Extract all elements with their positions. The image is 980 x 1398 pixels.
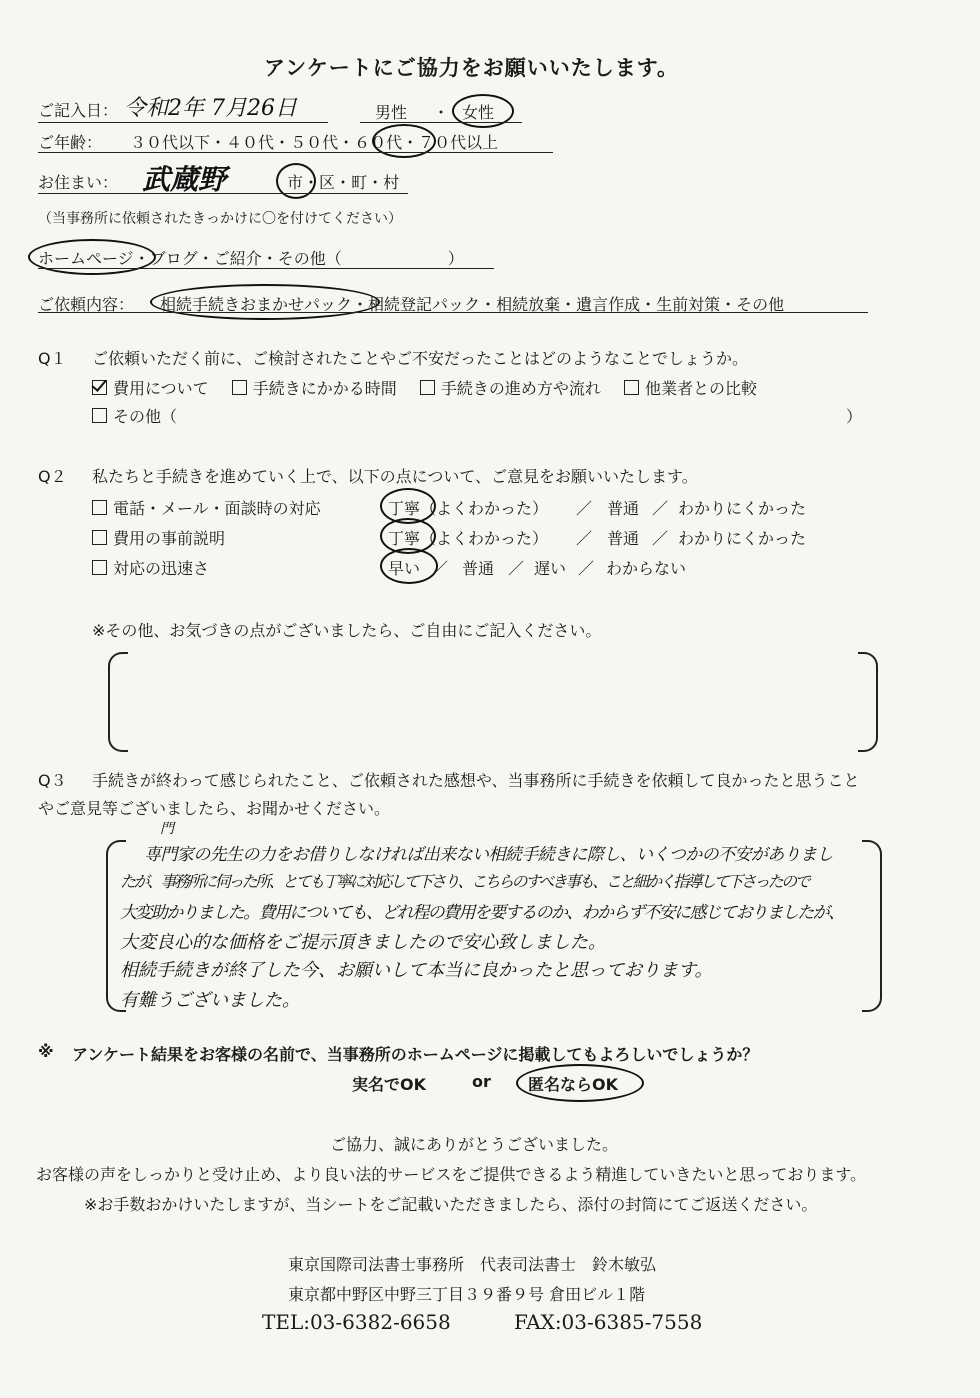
- q1-checkbox-cost[interactable]: [92, 380, 107, 395]
- trigger-opt-homepage[interactable]: ホームページ: [38, 249, 134, 268]
- request-opt-seizen[interactable]: 生前対策: [656, 295, 721, 314]
- publish-question: アンケート結果をお客様の名前で、当事務所のホームページに掲載してもよろしいでしょうか？: [72, 1045, 759, 1064]
- date-label: ご記入日：: [38, 101, 119, 120]
- q3-answer-ruby: 門: [160, 821, 174, 837]
- office-name: 東京国際司法書士事務所 代表司法書士 鈴木敏弘: [288, 1255, 657, 1274]
- trigger-options: ホームページ・ブログ・ご紹介・その他（ ）: [38, 249, 464, 268]
- q2-comment-bracket-right: [858, 652, 878, 752]
- date-underline: [38, 122, 328, 123]
- gender-female[interactable]: 女性: [462, 103, 495, 122]
- q2-row-2-label: 費用の事前説明: [92, 526, 225, 549]
- address-value[interactable]: 武蔵野: [142, 163, 227, 196]
- office-tel: TEL:03-6382-6658: [262, 1310, 451, 1334]
- publish-opt-real[interactable]: 実名でOK: [352, 1075, 427, 1094]
- address-type-shi[interactable]: 市: [287, 173, 304, 192]
- q3-answer-line-1: 専門家の先生の力をお借りしなければ出来ない相続手続きに際し、いくつかの不安がありまし: [144, 845, 833, 865]
- q2-row-3-checkbox[interactable]: [92, 560, 107, 575]
- q2-comment-bracket-left: [108, 652, 128, 752]
- q2-other-prompt: ※その他、お気づきの点がございましたら、ご自由にご記入ください。: [92, 621, 602, 640]
- q2-row-1-opt-3[interactable]: わかりにくかった: [678, 499, 807, 518]
- q1-question: ご依頼いただく前に、ご検討されたことやご不安だったことはどのようなことでしょうか。: [92, 349, 749, 368]
- closing-line-3: ※お手数おかけいたしますが、当シートをご記載いただきましたら、添付の封筒にてご返送ください。: [84, 1195, 818, 1214]
- age-opt-60[interactable]: ６０代: [354, 133, 403, 152]
- gender-sep: ・: [433, 103, 450, 122]
- page-title: アンケートにご協力をお願いいたします。: [264, 56, 680, 80]
- q2-row-1-checkbox[interactable]: [92, 500, 107, 515]
- q2-question: 私たちと手続きを進めていく上で、以下の点について、ご意見をお願いいたします。: [92, 467, 698, 486]
- trigger-opt-blog[interactable]: ブログ: [149, 249, 198, 268]
- q2-row-3-slash-3: ／: [578, 559, 595, 578]
- gender-underline: [360, 122, 522, 123]
- q2-row-3-circle: [380, 548, 438, 584]
- q2-row-1-opt-1[interactable]: 丁寧（よくわかった）: [388, 499, 549, 518]
- q2-row-2-opt-2[interactable]: 普通: [607, 529, 640, 548]
- q2-number: Q２: [38, 467, 67, 486]
- q3-answer-line-6: 有難うございました。: [120, 990, 300, 1011]
- trigger-note: （当事務所に依頼されたきっかけに〇を付けてください）: [38, 211, 402, 227]
- publish-selected-circle: [516, 1064, 644, 1102]
- request-options: 相続手続きおまかせパック・相続登記パック・相続放棄・遺言作成・生前対策・その他: [160, 295, 785, 314]
- trigger-selected-circle: [28, 239, 156, 275]
- q1-checkbox-flow[interactable]: [420, 380, 435, 395]
- q1-checkbox-time[interactable]: [232, 380, 247, 395]
- q2-row-3-opt-2[interactable]: 普通: [462, 559, 495, 578]
- trigger-opt-other[interactable]: その他（: [277, 249, 342, 268]
- request-label: ご依頼内容：: [38, 295, 135, 314]
- request-opt-other[interactable]: その他: [736, 295, 785, 314]
- q2-row-2-checkbox[interactable]: [92, 530, 107, 545]
- age-opt-30[interactable]: ３０代以下: [130, 133, 211, 152]
- q1-other: [92, 404, 177, 427]
- age-options: ３０代以下・４０代・５０代・６０代・７０代以上: [130, 133, 499, 152]
- q2-row-1-slash-2: ／: [652, 499, 669, 518]
- q1-opt-flow: 手続きの進め方や流れ: [440, 379, 601, 398]
- q2-row-1-opt-2[interactable]: 普通: [607, 499, 640, 518]
- q2-row-2-opt-3[interactable]: わかりにくかった: [678, 529, 807, 548]
- office-fax: FAX:03-6385-7558: [514, 1310, 703, 1334]
- address-type-ku[interactable]: 区: [319, 173, 336, 192]
- q1-number: Q１: [38, 349, 67, 368]
- request-opt-omakase[interactable]: 相続手続きおまかせパック: [160, 295, 353, 314]
- q2-row-3-slash-2: ／: [508, 559, 525, 578]
- closing-line-2: お客様の声をしっかりと受け止め、より良い法的サービスをご提供できるよう精進していきたいと思っております。: [36, 1165, 867, 1184]
- gender-male[interactable]: 男性: [375, 103, 408, 122]
- trigger-underline: [38, 268, 494, 269]
- trigger-other-close: ）: [447, 249, 464, 268]
- request-opt-yuigon[interactable]: 遺言作成: [576, 295, 641, 314]
- q2-row-2-opt-1[interactable]: 丁寧（よくわかった）: [388, 529, 549, 548]
- request-opt-houki[interactable]: 相続放棄: [496, 295, 561, 314]
- office-address: 東京都中野区中野三丁目３９番９号 倉田ビル１階: [288, 1285, 646, 1304]
- q3-answer-line-4: 大変良心的な価格をご提示頂きましたので安心致しました。: [120, 932, 606, 953]
- date-value[interactable]: 令和2年 7月26日: [124, 96, 297, 121]
- q3-question-line-1: 手続きが終わって感じられたこと、ご依頼された感想や、当事務所に手続きを依頼して良かったと思うこと: [92, 771, 860, 790]
- age-underline: [38, 152, 553, 153]
- q3-number: Q３: [38, 771, 67, 790]
- q1-options: [92, 376, 757, 399]
- request-underline: [38, 312, 868, 313]
- trigger-opt-referral[interactable]: ご紹介: [213, 249, 262, 268]
- publish-opt-anon[interactable]: 匿名ならOK: [528, 1075, 619, 1094]
- q3-answer-line-2: たが、事務所に伺った所、とても丁寧に対応して下さり、こちらのすべき事も、こと細かく指導して下さったので: [120, 872, 809, 891]
- q3-answer-line-5: 相続手続きが終了した今、お願いして本当に良かったと思っております。: [120, 960, 713, 981]
- q1-other-close: ）: [846, 407, 863, 426]
- q3-answer-bracket-right: [862, 840, 882, 1012]
- request-opt-touki[interactable]: 相続登記パック: [368, 295, 481, 314]
- address-underline: [38, 193, 408, 194]
- q1-checkbox-compare[interactable]: [624, 380, 639, 395]
- q1-opt-compare: 他業者との比較: [645, 379, 758, 398]
- q2-row-3-label: 対応の迅速さ: [92, 556, 209, 579]
- q1-opt-cost: 費用について: [113, 379, 209, 398]
- q2-row-2-slash-1: ／: [576, 529, 593, 548]
- address-type-son[interactable]: 村: [383, 173, 400, 192]
- q2-row-2-slash-2: ／: [652, 529, 669, 548]
- age-opt-40[interactable]: ４０代: [226, 133, 275, 152]
- q2-row-1-label: 電話・メール・面談時の対応: [92, 496, 321, 519]
- q2-row-3-opt-1[interactable]: 早い: [388, 559, 421, 578]
- publish-or: or: [472, 1072, 491, 1091]
- q3-question-line-2: やご意見等ございましたら、お聞かせください。: [38, 799, 391, 818]
- q1-other-label: その他（: [113, 407, 178, 426]
- address-type-cho[interactable]: 町: [351, 173, 368, 192]
- age-opt-70[interactable]: ７０代以上: [418, 133, 499, 152]
- request-selected-circle: [150, 284, 380, 320]
- publish-mark: ※: [38, 1042, 54, 1061]
- closing-line-1: ご協力、誠にありがとうございました。: [330, 1135, 619, 1154]
- q3-answer-line-3: 大変助かりました。費用についても、どれ程の費用を要するのか、わからず不安に感じておりましたが、: [120, 903, 844, 923]
- address-types: 市・区・町・村: [287, 173, 400, 192]
- q2-row-3-opt-4[interactable]: わからない: [606, 559, 687, 578]
- address-label: お住まい：: [38, 173, 119, 192]
- q2-row-3-slash-1: ／: [432, 559, 449, 578]
- q1-opt-time: 手続きにかかる時間: [252, 379, 397, 398]
- q2-row-1-slash-1: ／: [576, 499, 593, 518]
- age-label: ご年齢：: [38, 133, 103, 152]
- q1-checkbox-other[interactable]: [92, 408, 107, 423]
- q2-row-3-opt-3[interactable]: 遅い: [534, 559, 567, 578]
- q2-comment-area[interactable]: [130, 656, 854, 744]
- age-opt-50[interactable]: ５０代: [290, 133, 339, 152]
